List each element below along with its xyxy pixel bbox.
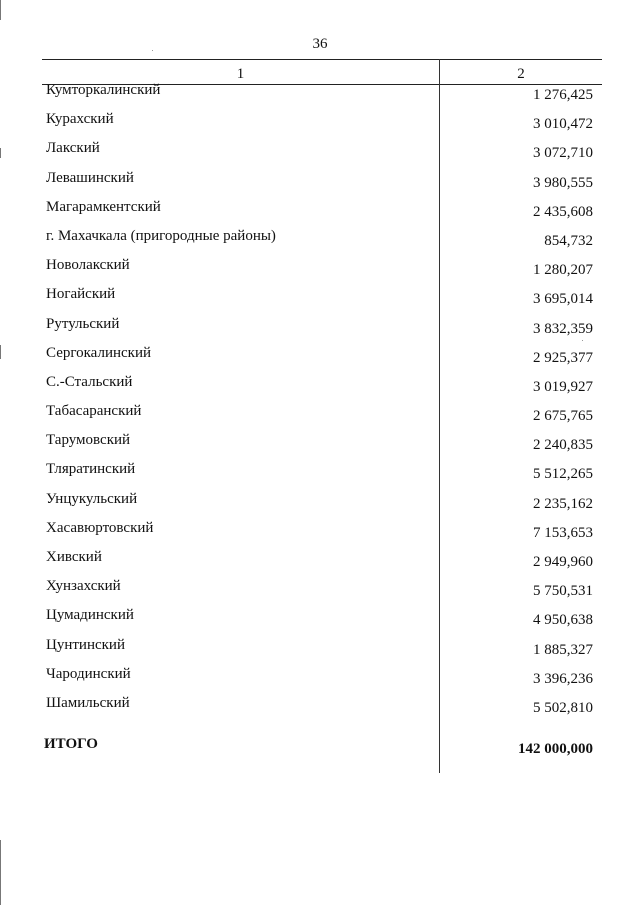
district-name: Ногайский [46,286,116,303]
page-number: 36 [312,36,328,52]
district-name: Чародинский [46,665,131,682]
table-row [0,110,640,139]
total-value: 142 000,000 [518,741,593,757]
table-row [0,577,640,606]
district-amount: 1 885,327 [533,641,593,658]
district-name: Тляратинский [46,461,136,478]
district-name: Хасавюртовский [46,519,154,536]
district-amount: 4 950,638 [533,612,593,629]
district-amount: 1 280,207 [533,262,593,279]
district-name: Лакский [46,140,100,157]
table-row [0,606,640,635]
district-amount: 5 502,810 [533,699,593,716]
district-amount: 1 276,425 [533,87,593,103]
district-amount: 3 832,359 [533,320,593,337]
table-row [0,460,640,489]
district-name: Сергокалинский [46,344,152,361]
scan-speck [582,340,583,341]
scan-speck [152,50,153,51]
scan-edge-mark [0,148,1,158]
table-row [0,169,640,198]
table-row [0,431,640,460]
district-amount: 2 240,835 [533,437,593,454]
table-top-rule [42,59,602,60]
district-amount: 3 695,014 [533,291,593,308]
district-amount: 2 235,162 [533,495,593,512]
district-amount: 3 396,236 [533,670,593,687]
district-name: Курахский [46,111,114,128]
district-name: С.-Стальский [46,373,133,390]
district-name: Хивский [46,549,102,565]
table-row [0,402,640,431]
scan-edge-mark [0,840,1,905]
table-row [0,81,640,110]
table-row [0,256,640,285]
district-amount: 5 512,265 [533,466,593,483]
total-label: ИТОГО [44,736,98,752]
scan-edge-mark [0,345,1,359]
district-amount: 2 435,608 [533,203,593,220]
district-name: г. Махачкала (пригородные районы) [46,227,276,244]
district-amount: 5 750,531 [533,583,593,600]
table-row [0,694,640,723]
table-row [0,490,640,519]
district-amount: 3 980,555 [533,174,593,191]
district-name: Тарумовский [46,432,131,449]
district-amount: 7 153,653 [533,524,593,541]
district-name: Кумторкалинский [46,82,161,98]
table-row [0,227,640,256]
table-row [0,315,640,344]
district-name: Новолакский [46,257,130,274]
scan-edge-mark [0,0,1,20]
table-row [0,285,640,314]
district-amount: 2 925,377 [533,349,593,366]
column-header-1: 1 [236,66,245,82]
table-row [0,373,640,402]
table-row [0,665,640,694]
table-body [0,81,640,723]
district-amount: 3 019,927 [533,378,593,395]
district-name: Рутульский [46,315,120,332]
district-name: Унцукульский [46,490,138,507]
district-name: Хунзахский [46,578,121,595]
district-amount: 2 949,960 [533,554,593,570]
table-row [0,344,640,373]
district-amount: 3 010,472 [533,116,593,133]
district-name: Цумадинский [46,607,134,624]
district-name: Шамильский [46,694,130,711]
district-name: Левашинский [46,169,134,186]
table-row [0,198,640,227]
district-name: Магарамкентский [46,198,161,215]
district-amount: 3 072,710 [533,145,593,162]
district-name: Цунтинский [46,636,125,653]
district-amount: 854,732 [544,232,593,249]
table-row [0,636,640,665]
district-amount: 2 675,765 [533,408,593,425]
district-name: Табасаранский [46,403,142,420]
table-row [0,548,640,577]
table-row [0,519,640,548]
table-row [0,139,640,168]
column-header-2: 2 [517,66,525,82]
